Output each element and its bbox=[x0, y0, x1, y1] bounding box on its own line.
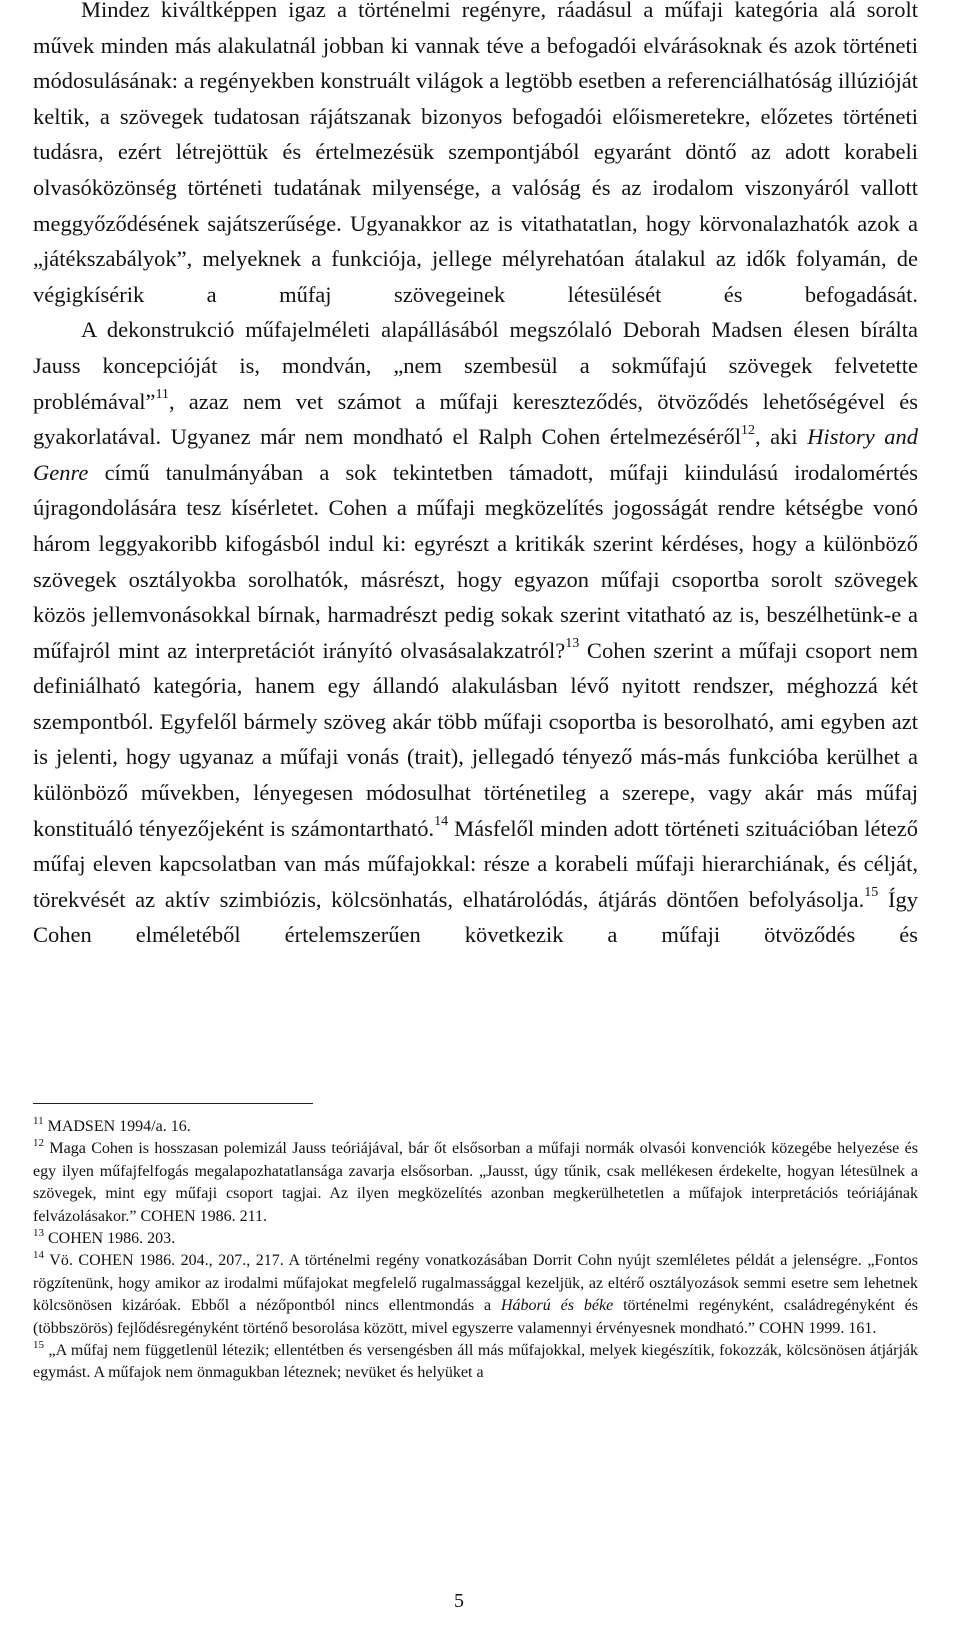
footnote-separator bbox=[33, 1103, 313, 1104]
footnote-number-11: 11 bbox=[33, 1114, 44, 1127]
paragraph-1-text: Mindez kiváltképpen igaz a történelmi regényre, ráadásul a műfaji kategória alá sorolt művek minden más alakulatnál jobban ki vannak téve a befogadói elvárásoknak és azok történeti módosulásának: a regényekben konstruált világok a legtöbb esetben a referenciálhatóság illúzióját keltik, a szövegek tudatosan rájátszanak bizonyos befogadói előismeretekre, előzetes történeti tudásra, ezért létrejöttük és értelmezésük szempontjából egyaránt döntő az adott korabeli olvasóközönség történeti tudatának milyensége, a valóság és az irodalom viszonyáról vallott meggyőződésének sajátszerűsége. Ugyanakkor az is vitathatatlan, hogy körvonalazhatók azok a „játékszabályok”, melyeknek a funkciója, jellege mélyrehatóan átalakul az idők folyamán, de végigkísérik a műfaj szövegeinek létesülését és befogadását. bbox=[33, 0, 918, 307]
footnote-14-text-a: Vö. COHEN 1986. 204., 207., 217. A történelmi regény vonatkozásában Dorrit Cohn nyújt szemléletes példát a jelenségre. „Fontos rögzítenünk, hogy amikor az irodalmi műfajokat megfelelő rugalmassággal kezeljük, az eltérő osztályozások semmi esetre sem lehetnek kölcsönösen kizáróak. Ebből a nézőpontból nincs ellentmondás a bbox=[33, 1252, 918, 1315]
paragraph-1 bbox=[33, 0, 918, 312]
footnote-12 bbox=[33, 1138, 918, 1228]
book-title-war-and-peace: Háború és béke bbox=[500, 1297, 614, 1315]
paragraph-2-text-b: , azaz nem vet számot a műfaji kereszteződés, ötvöződés lehetőségével és gyakorlatával. Ugyanez már nem mondható el Ralph Cohen értelmezéséről bbox=[33, 388, 918, 450]
footnote-15 bbox=[33, 1340, 918, 1385]
footnote-12-text: Maga Cohen is hosszasan polemizál Jauss teóriájával, bár őt elsősorban a műfaji normák olvasói konvenciók közegébe helyezése és egy ilyen műfajfelfogás megalapozhatatlansága zavarja elsősorban. „Jausst, úgy tűnik, csak mellékesen érdekelte, hogyan létesülnek a szövegek, mint egy műfaji csoport tagjai. Az ilyen megközelítés azonban megkerülhetetlen a műfajok interpretációs teóriájának felvázolásakor.” COHEN 1986. 211. bbox=[33, 1140, 918, 1225]
paragraph-2-text-a: A dekonstrukció műfajelméleti alapállásából megszólaló Deborah Madsen élesen bírálta Jauss koncepcióját is, mondván, „nem szembesül a sokműfajú szövegek felvetette problémával” bbox=[33, 317, 918, 414]
paragraph-2-text-e: Cohen szerint a műfaji csoport nem definiálható kategória, hanem egy állandó alakulásban lévő nyitott rendszer, méghozzá két szempontból. Egyfelől bármely szöveg akár több műfaji csoportba is besorolható, ami egyben azt is jelenti, hogy ugyanaz a műfaji vonás (trait), jellegadó tényező más-más funkcióba kerülhet a különböző művekben, lényegesen módosulhat történetileg a szerepe, vagy akár más műfaj konstituáló tényezőjeként is számontartható. bbox=[33, 637, 918, 841]
footnote-number-14: 14 bbox=[33, 1249, 44, 1262]
footnote-14-text-b: történelmi regényként, családregényként és (többszörös) fejlődésregényként történő besorolása között, mivel egyszerre valamennyi érvényesnek mondható.” COHN 1999. 161. bbox=[33, 1297, 918, 1337]
footnote-ref-12[interactable]: 12 bbox=[740, 422, 755, 438]
paragraph-2-text-c: , aki bbox=[754, 424, 808, 450]
footnote-11 bbox=[33, 1116, 918, 1138]
footnote-ref-13[interactable]: 13 bbox=[565, 636, 580, 652]
footnote-13-text: COHEN 1986. 203. bbox=[44, 1230, 176, 1248]
paragraph-2 bbox=[33, 312, 918, 953]
footnote-15-text: „A műfaj nem függetlenül létezik; ellentétben és versengésben áll más műfajokkal, melyek kiegészítik, fokozzák, kölcsönösen átjárják egymást. A műfajok nem önmagukban léteznek; nevüket és helyüket a bbox=[33, 1342, 918, 1382]
footnote-11-text: MADSEN 1994/a. 16. bbox=[43, 1118, 191, 1135]
paragraph-2-text-f: Másfelől minden adott történeti szituációban létező műfaj eleven kapcsolatban van más műfajokkal: része a korabeli műfaji hierarchiának, és célját, törekvését az aktív szimbiózis, kölcsönhatás, elhatárolódás, átjárás döntően befolyásolja. bbox=[33, 815, 918, 912]
footnotes bbox=[33, 1116, 918, 1385]
footnote-number-12: 12 bbox=[33, 1137, 44, 1150]
footnote-14 bbox=[33, 1250, 918, 1340]
body-text bbox=[33, 0, 918, 953]
page-number: 5 bbox=[454, 1590, 464, 1612]
footnote-ref-11[interactable]: 11 bbox=[155, 387, 169, 403]
book-title-history-and-genre: History and Genre bbox=[33, 424, 918, 485]
footnote-ref-15[interactable]: 15 bbox=[864, 885, 879, 901]
paragraph-2-text-g: Így Cohen elméletéből értelemszerűen következik a műfaji ötvöződés és bbox=[33, 886, 918, 948]
footnote-number-15: 15 bbox=[33, 1338, 44, 1351]
footnote-ref-14[interactable]: 14 bbox=[434, 814, 449, 830]
paragraph-2-text-d: című tanulmányában a sok tekintetben támadott, műfaji kiindulású irodalomértés újragondolására tesz kísérletet. Cohen a műfaji megközelítés jogosságát rendre kétségbe vonó három leggyakoribb kifogásból indul ki: egyrészt a kritikák szerint kérdéses, hogy a különböző szövegek osztályokba sorolhatók, másrészt, hogy egyazon műfaji csoportba sorolt szövegek közös jellemvonásokkal bírnak, harmadrészt pedig sokak szerint vitatható az is, beszélhetünk-e a műfajról mint az interpretációt irányító olvasásalakzatról? bbox=[33, 459, 918, 663]
footnote-number-13: 13 bbox=[33, 1226, 44, 1239]
footnote-13 bbox=[33, 1228, 918, 1250]
